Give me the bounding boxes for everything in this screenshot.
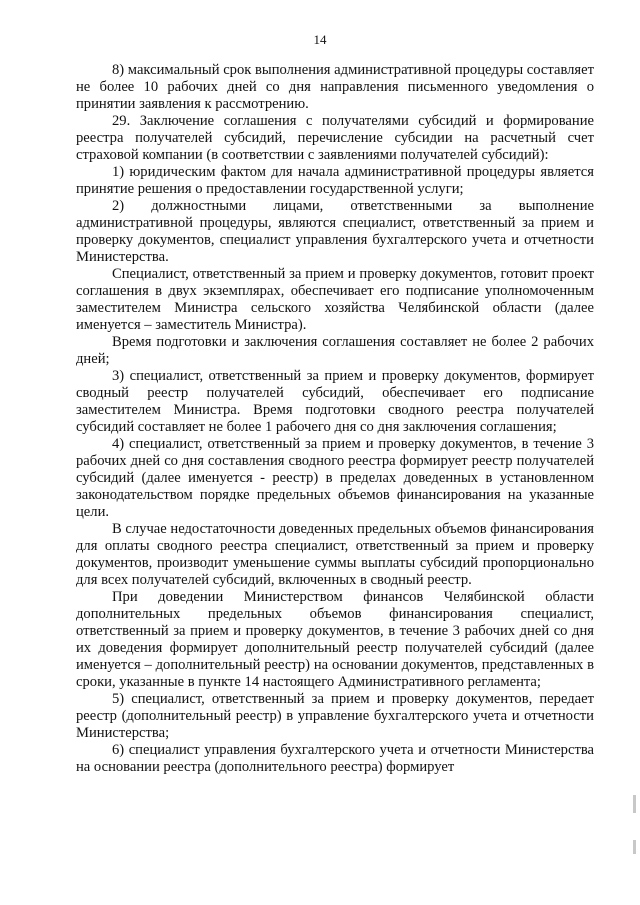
page-number: 14 (313, 32, 327, 47)
paragraph-6-accounting: 6) специалист управления бухгалтерского учета и отчетности Министерства на основании реестра (дополнительного реестра) формирует (76, 742, 594, 775)
document-body (76, 62, 594, 776)
paragraph-8-max-term: 8) максимальный срок выполнения административной процедуры составляет не более 10 рабочих дней со дня направления письменного уведомления о принятии заявления к рассмотрению. (76, 62, 594, 112)
paragraph-1-legal-fact: 1) юридическим фактом для начала административной процедуры является принятие решения о предоставлении государственной услуги; (76, 164, 594, 197)
paragraph-29-agreement: 29. Заключение соглашения с получателями субсидий и формирование реестра получателей субсидий, перечисление субсидии на расчетный счет страховой компании (в соответствии с заявлениями получателей субсидий): (76, 113, 594, 163)
paragraph-3-summary-register: 3) специалист, ответственный за прием и проверку документов, формирует сводный реестр получателей субсидий, обеспечивает его подписание заместителем Министра. Время подготовки сводного реестра получателей субсидий составляет не более 1 рабочего дня со дня заключения соглашения; (76, 368, 594, 435)
scan-edge-mark (633, 840, 636, 854)
paragraph-5-transfer-register: 5) специалист, ответственный за прием и проверку документов, передает реестр (дополнительный реестр) в управление бухгалтерского учета и отчетности Министерства; (76, 691, 594, 741)
paragraph-insufficient-funding: В случае недостаточности доведенных предельных объемов финансирования для оплаты сводного реестра специалист, ответственный за прием и проверку документов, производит уменьшение суммы выплаты субсидий пропорционально для всех получателей субсидий, включенных в сводный реестр. (76, 521, 595, 588)
paragraph-preparation-time: Время подготовки и заключения соглашения составляет не более 2 рабочих дней; (76, 334, 594, 367)
paragraph-2-officials: 2) должностными лицами, ответственными за выполнение административной процедуры, являются специалист, ответственный за прием и проверку документов, специалист управления бухгалтерского учета и отчетности Министерства. (76, 198, 594, 265)
paragraph-additional-funding: При доведении Министерством финансов Челябинской области дополнительных предельных объемов финансирования специалист, ответственный за прием и проверку документов, в течение 3 рабочих дней со дня их доведения формирует дополнительный реестр получателей субсидий (далее именуется – дополнительный реестр) на основании документов, представленных в сроки, указанные в пункте 14 настоящего Административного регламента; (76, 589, 594, 690)
paragraph-specialist-draft: Специалист, ответственный за прием и проверку документов, готовит проект соглашения в двух экземплярах, обеспечивает его подписание уполномоченным заместителем Министра сельского хозяйства Челябинской области (далее именуется – заместитель Министра). (76, 266, 594, 333)
paragraph-4-register: 4) специалист, ответственный за прием и проверку документов, в течение 3 рабочих дней со дня составления сводного реестра формирует реестр получателей субсидий (далее именуется - реестр) в пределах доведенных в установленном законодательством порядке предельных объемов финансирования на указанные цели. (76, 436, 594, 520)
scan-edge-mark (633, 795, 636, 813)
